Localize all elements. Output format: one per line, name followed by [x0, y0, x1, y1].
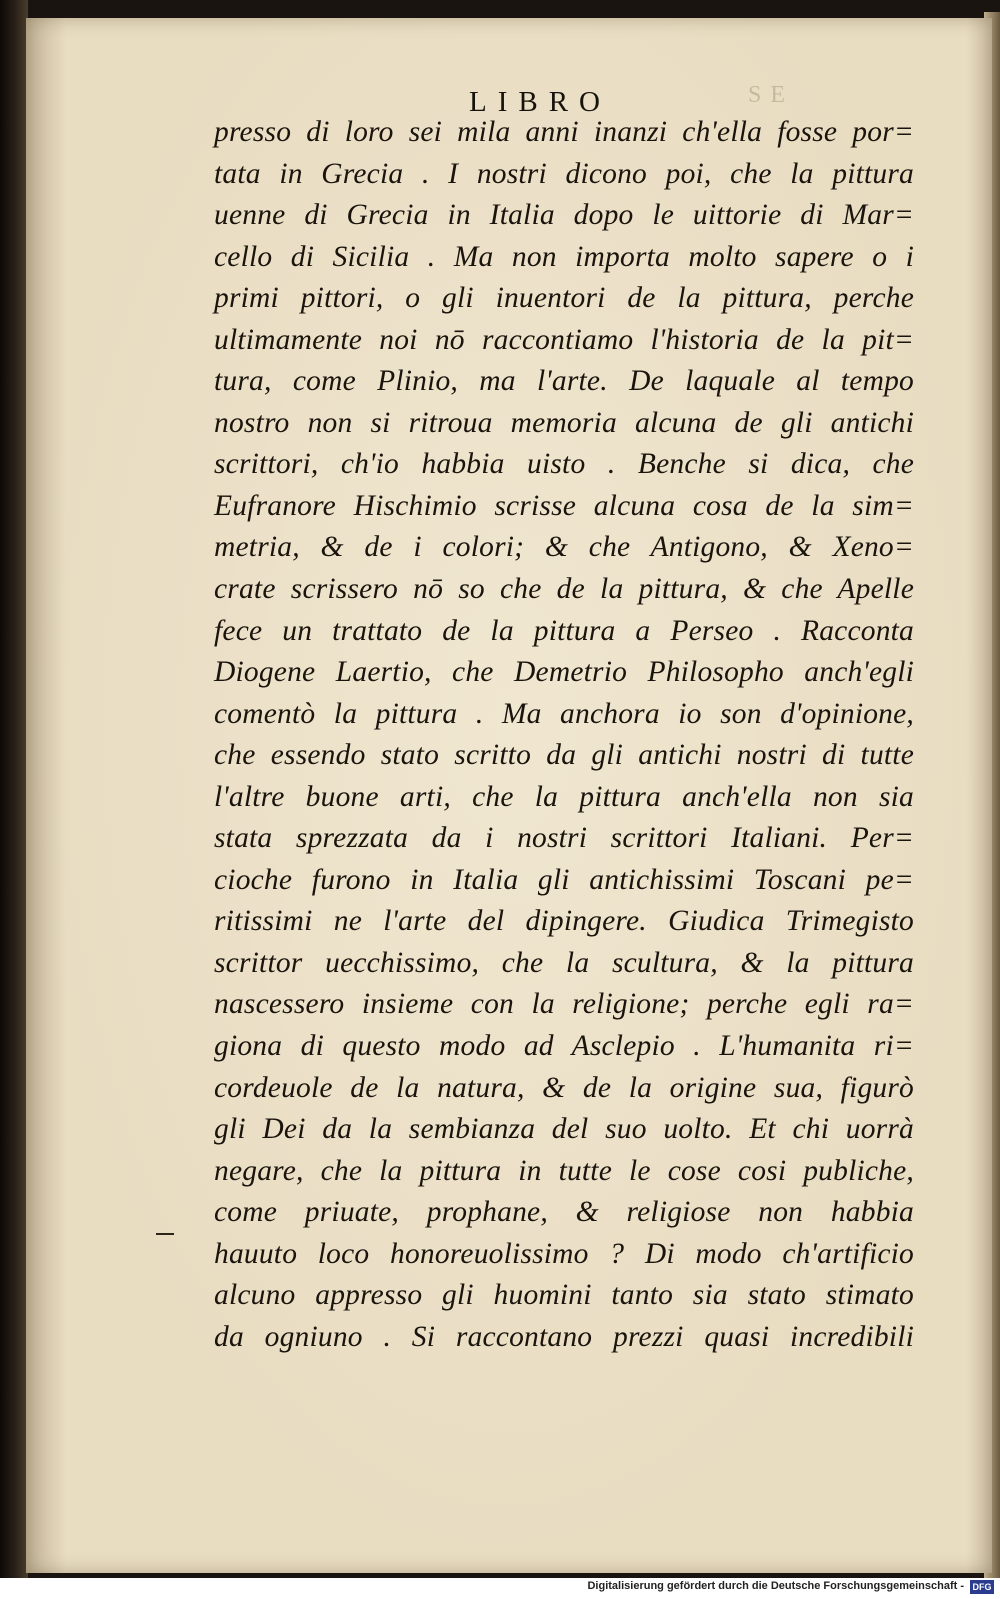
text-line: che essendo stato scritto da gli antichi nostri di tutte — [214, 739, 914, 772]
text-line: cordeuole de la natura, & de la origine sua, figurò — [214, 1071, 914, 1104]
text-line: scrittor uecchissimo, che la scultura, & la pittura — [214, 946, 914, 979]
text-line: come priuate, prophane, & religiose non habbia — [214, 1196, 914, 1229]
running-head: LIBRO — [469, 86, 611, 118]
text-line: Diogene Laertio, che Demetrio Philosopho anch'egli — [214, 656, 914, 689]
text-line: comentò la pittura . Ma anchora io son d'opinione, — [214, 697, 914, 730]
text-line: Eufranore Hischimio scrisse alcuna cosa de la sim= — [214, 489, 914, 522]
book-spine-edge — [0, 0, 28, 1578]
text-line: primi pittori, o gli inuentori de la pittura, perche — [214, 282, 914, 315]
text-line: cioche furono in Italia gli antichissimi Toscani pe= — [214, 863, 914, 896]
text-line: giona di questo modo ad Asclepio . L'humanita ri= — [214, 1030, 914, 1063]
text-line: crate scrissero nō so che de la pittura, & che Apelle — [214, 573, 914, 606]
text-line: ultimamente noi nō raccontiamo l'historia de la pit= — [214, 323, 914, 356]
bleed-through-text: SE — [748, 82, 795, 108]
text-line: l'altre buone arti, che la pittura anch'ella non sia — [214, 780, 914, 813]
text-line: scrittori, ch'io habbia uisto . Benche si dica, che — [214, 448, 914, 481]
text-line: tura, come Plinio, ma l'arte. De laquale al tempo — [214, 365, 914, 398]
body-text — [214, 112, 914, 1358]
text-line: tata in Grecia . I nostri dicono poi, che la pittura — [214, 157, 914, 190]
text-line: da ogniuno . Si raccontano prezzi quasi incredibili — [214, 1320, 914, 1353]
text-line: uenne di Grecia in Italia dopo le uittorie di Mar= — [214, 199, 914, 232]
text-line: metria, & de i colori; & che Antigono, & Xeno= — [214, 531, 914, 564]
text-line: cello di Sicilia . Ma non importa molto sapere o i — [214, 240, 914, 273]
text-line: gli Dei da la sembianza del suo uolto. Et chi uorrà — [214, 1113, 914, 1146]
footer-bar — [0, 1578, 1000, 1599]
text-line: stata sprezzata da i nostri scrittori Italiani. Per= — [214, 822, 914, 855]
text-line: fece un trattato de la pittura a Perseo . Racconta — [214, 614, 914, 647]
margin-mark — [156, 1233, 174, 1235]
dfg-logo: DFG — [970, 1580, 994, 1594]
text-line: alcuno appresso gli huomini tanto sia stato stimato — [214, 1279, 914, 1312]
funding-credit: Digitalisierung gefördert durch die Deutsche Forschungsgemeinschaft - — [587, 1580, 964, 1592]
text-line: nostro non si ritroua memoria alcuna de gli antichi — [214, 406, 914, 439]
text-line: hauuto loco honoreuolissimo ? Di modo ch'artificio — [214, 1237, 914, 1270]
text-line: ritissimi ne l'arte del dipingere. Giudica Trimegisto — [214, 905, 914, 938]
text-line: presso di loro sei mila anni inanzi ch'ella fosse por= — [214, 116, 914, 148]
text-line: negare, che la pittura in tutte le cose cosi publiche, — [214, 1154, 914, 1187]
text-line: nascessero insieme con la religione; perche egli ra= — [214, 988, 914, 1021]
